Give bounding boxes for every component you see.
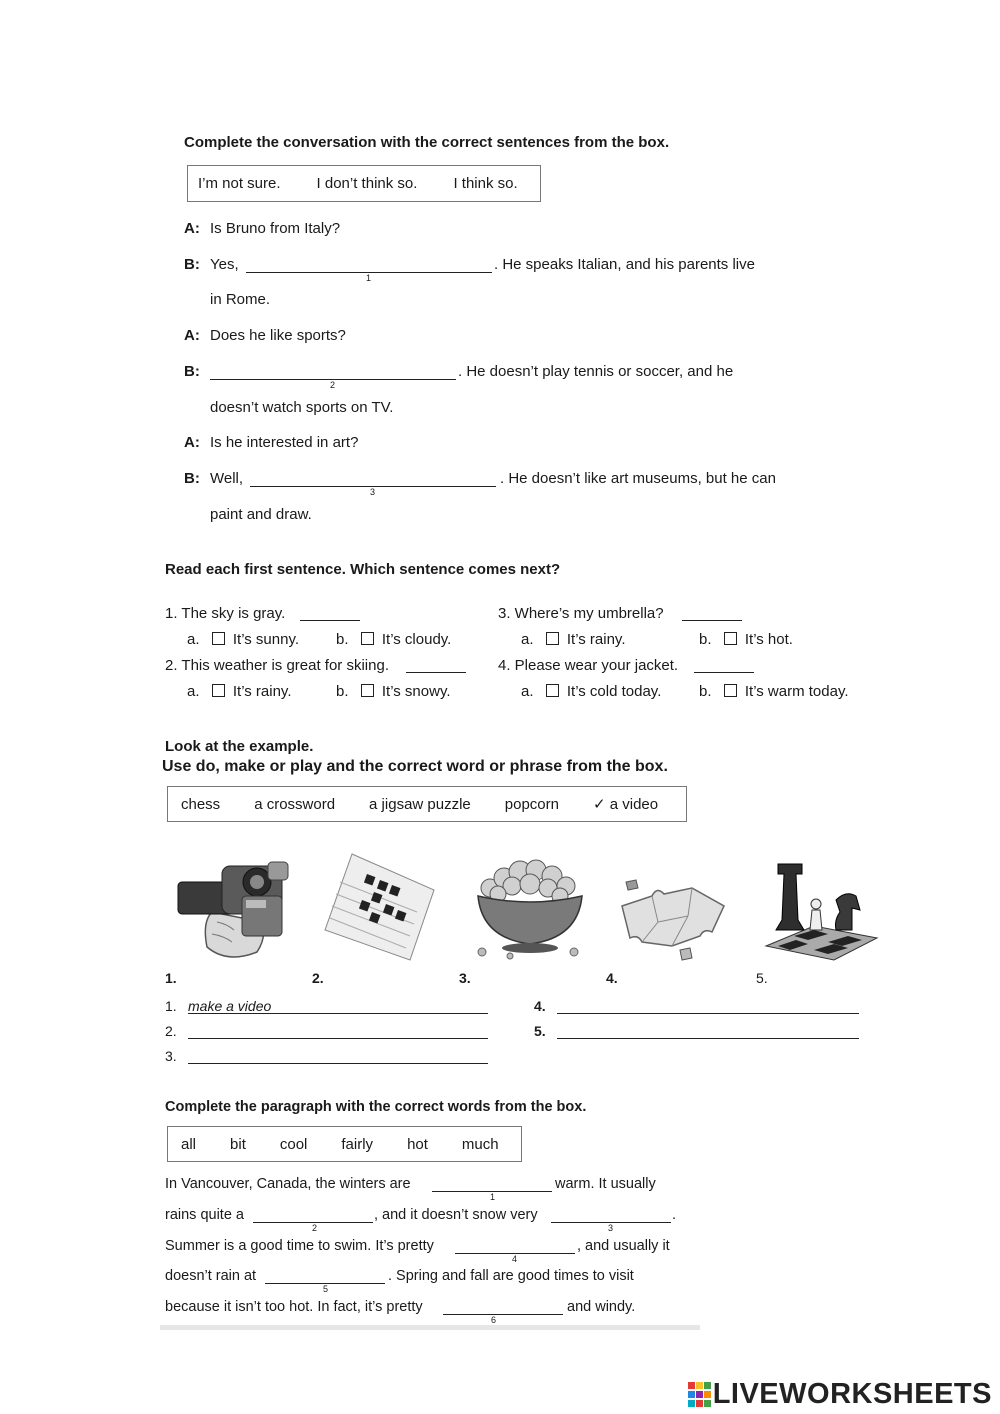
answer-line-3[interactable] <box>188 1063 488 1064</box>
question-blank[interactable] <box>406 672 466 673</box>
checkbox[interactable] <box>546 684 559 697</box>
box-option <box>593 795 658 813</box>
paragraph-blank-6[interactable] <box>443 1314 563 1315</box>
answer-line-1[interactable] <box>188 1013 488 1014</box>
box-option: all <box>181 1135 197 1153</box>
blank-number: 5 <box>323 1284 329 1294</box>
dialogue-text: . He speaks Italian, and his parents live <box>494 256 755 273</box>
option-text: It’s snowy. <box>381 683 451 700</box>
question-blank[interactable] <box>682 620 742 621</box>
question-blank[interactable] <box>300 620 360 621</box>
answer-number: 3. <box>165 1048 177 1064</box>
answer-line-2[interactable] <box>188 1038 488 1039</box>
paragraph-text: Summer is a good time to swim. It’s pretty <box>165 1238 434 1254</box>
paragraph-text: , and it doesn’t snow very <box>374 1207 538 1223</box>
box-option-label: a video <box>609 796 659 813</box>
word-box <box>167 786 687 822</box>
speaker-label: A: <box>184 327 200 344</box>
option-letter: b. <box>336 631 349 648</box>
paragraph-text: and windy. <box>567 1299 636 1315</box>
option-text: It’s cloudy. <box>381 631 452 648</box>
jigsaw-puzzle-image <box>612 876 732 966</box>
picture-number: 5. <box>756 970 768 986</box>
option-letter: b. <box>699 683 712 700</box>
page-divider <box>160 1325 700 1330</box>
box-option: fairly <box>341 1135 374 1153</box>
blank-number: 6 <box>491 1315 497 1325</box>
picture-number: 3. <box>459 970 471 986</box>
answer-number: 1. <box>165 998 177 1014</box>
section2-title: Read each first sentence. Which sentence comes next? <box>165 561 561 578</box>
checkbox[interactable] <box>724 684 737 697</box>
popcorn-image <box>470 856 590 961</box>
option-letter: a. <box>187 631 200 648</box>
liveworksheets-logo-icon <box>687 1381 713 1409</box>
brand-name[interactable]: LIVEWORKSHEETS <box>712 1378 992 1410</box>
box-option: a crossword <box>254 795 336 813</box>
blank-number: 3 <box>608 1223 614 1233</box>
option-letter: a. <box>521 683 534 700</box>
speaker-label: A: <box>184 434 200 451</box>
option-letter: b. <box>336 683 349 700</box>
section4-title: Complete the paragraph with the correct words from the box. <box>165 1099 587 1115</box>
check-icon: ✓ <box>592 796 606 813</box>
word-box <box>167 1126 522 1162</box>
dialogue-text: Is he interested in art? <box>210 434 359 451</box>
speaker-label: B: <box>184 256 200 273</box>
option-letter: a. <box>521 631 534 648</box>
checkbox[interactable] <box>724 632 737 645</box>
paragraph-text: . <box>672 1207 677 1223</box>
option-row <box>187 631 299 648</box>
dialogue-text: . He doesn’t play tennis or soccer, and he <box>458 363 734 380</box>
dialogue-text: doesn’t watch sports on TV. <box>210 399 394 416</box>
question-text: 2. This weather is great for skiing. <box>165 657 389 674</box>
option-row <box>699 683 849 700</box>
option-letter: a. <box>187 683 200 700</box>
checkbox[interactable] <box>361 684 374 697</box>
dialogue-text: Is Bruno from Italy? <box>210 220 341 237</box>
paragraph-text: In Vancouver, Canada, the winters are <box>165 1176 411 1192</box>
option-text: It’s hot. <box>744 631 793 648</box>
answer-number: 5. <box>534 1023 546 1039</box>
dialogue-text: Does he like sports? <box>210 327 346 344</box>
dialogue-text: Well, <box>210 470 244 487</box>
box-option: bit <box>230 1135 246 1153</box>
question-text: 3. Where’s my umbrella? <box>498 605 664 622</box>
option-text: It’s cold today. <box>566 683 662 700</box>
crossword-image <box>322 852 437 962</box>
dialogue-text: . He doesn’t like art museums, but he can <box>500 470 776 487</box>
liveworksheets-logo <box>687 1378 992 1411</box>
answer-number: 4. <box>534 998 546 1014</box>
blank-number: 1 <box>366 273 372 283</box>
picture-number: 4. <box>606 970 618 986</box>
sentence-box <box>187 165 541 202</box>
checkbox[interactable] <box>546 632 559 645</box>
box-option: I don’t think so. <box>316 175 418 192</box>
paragraph-text: doesn’t rain at <box>165 1268 257 1284</box>
checkbox[interactable] <box>212 684 225 697</box>
option-text: It’s rainy. <box>566 631 626 648</box>
option-row <box>336 683 451 700</box>
option-row <box>699 631 793 648</box>
option-letter: b. <box>699 631 712 648</box>
blank-number: 2 <box>330 380 336 390</box>
option-row <box>187 683 292 700</box>
answer-line-4[interactable] <box>557 1013 859 1014</box>
blank-number: 4 <box>512 1254 518 1264</box>
paragraph-text: rains quite a <box>165 1207 244 1223</box>
paragraph-text: warm. It usually <box>555 1176 656 1192</box>
box-option: chess <box>181 795 221 813</box>
box-option: much <box>461 1135 499 1153</box>
dialogue-text: in Rome. <box>210 291 271 308</box>
option-text: It’s warm today. <box>744 683 849 700</box>
blank-number: 1 <box>490 1192 496 1202</box>
option-row <box>336 631 451 648</box>
paragraph-text: . Spring and fall are good times to visit <box>388 1268 634 1284</box>
question-text: 4. Please wear your jacket. <box>498 657 679 674</box>
box-option: hot <box>407 1135 428 1153</box>
option-row <box>521 631 626 648</box>
paragraph-text: because it isn’t too hot. In fact, it’s pretty <box>165 1299 423 1315</box>
section1-title: Complete the conversation with the correct sentences from the box. <box>184 134 670 151</box>
box-option: I think so. <box>453 175 518 192</box>
paragraph-text: , and usually it <box>577 1238 670 1254</box>
checkbox[interactable] <box>212 632 225 645</box>
option-row <box>521 683 661 700</box>
option-text: It’s rainy. <box>232 683 292 700</box>
option-text: It’s sunny. <box>232 631 300 648</box>
example-answer: make a video <box>188 998 272 1014</box>
box-option: popcorn <box>504 795 559 813</box>
dialogue-text: Yes, <box>210 256 239 273</box>
section3-instruction: Use do, make or play and the correct word or phrase from the box. <box>162 758 668 775</box>
checkbox[interactable] <box>361 632 374 645</box>
section3-title: Look at the example. <box>165 738 314 755</box>
answer-number: 2. <box>165 1023 177 1039</box>
question-text: 1. The sky is gray. <box>165 605 286 622</box>
speaker-label: B: <box>184 363 200 380</box>
blank-number: 3 <box>370 487 376 497</box>
blank-number: 2 <box>312 1223 318 1233</box>
chess-image <box>764 860 879 965</box>
box-option: cool <box>279 1135 308 1153</box>
picture-number: 2. <box>312 970 324 986</box>
box-option: I’m not sure. <box>198 175 281 192</box>
speaker-label: B: <box>184 470 200 487</box>
answer-line-5[interactable] <box>557 1038 859 1039</box>
video-camera-image <box>172 852 297 964</box>
speaker-label: A: <box>184 220 200 237</box>
question-blank[interactable] <box>694 672 754 673</box>
dialogue-text: paint and draw. <box>210 506 312 523</box>
picture-number: 1. <box>165 970 177 986</box>
box-option: a jigsaw puzzle <box>369 795 471 813</box>
